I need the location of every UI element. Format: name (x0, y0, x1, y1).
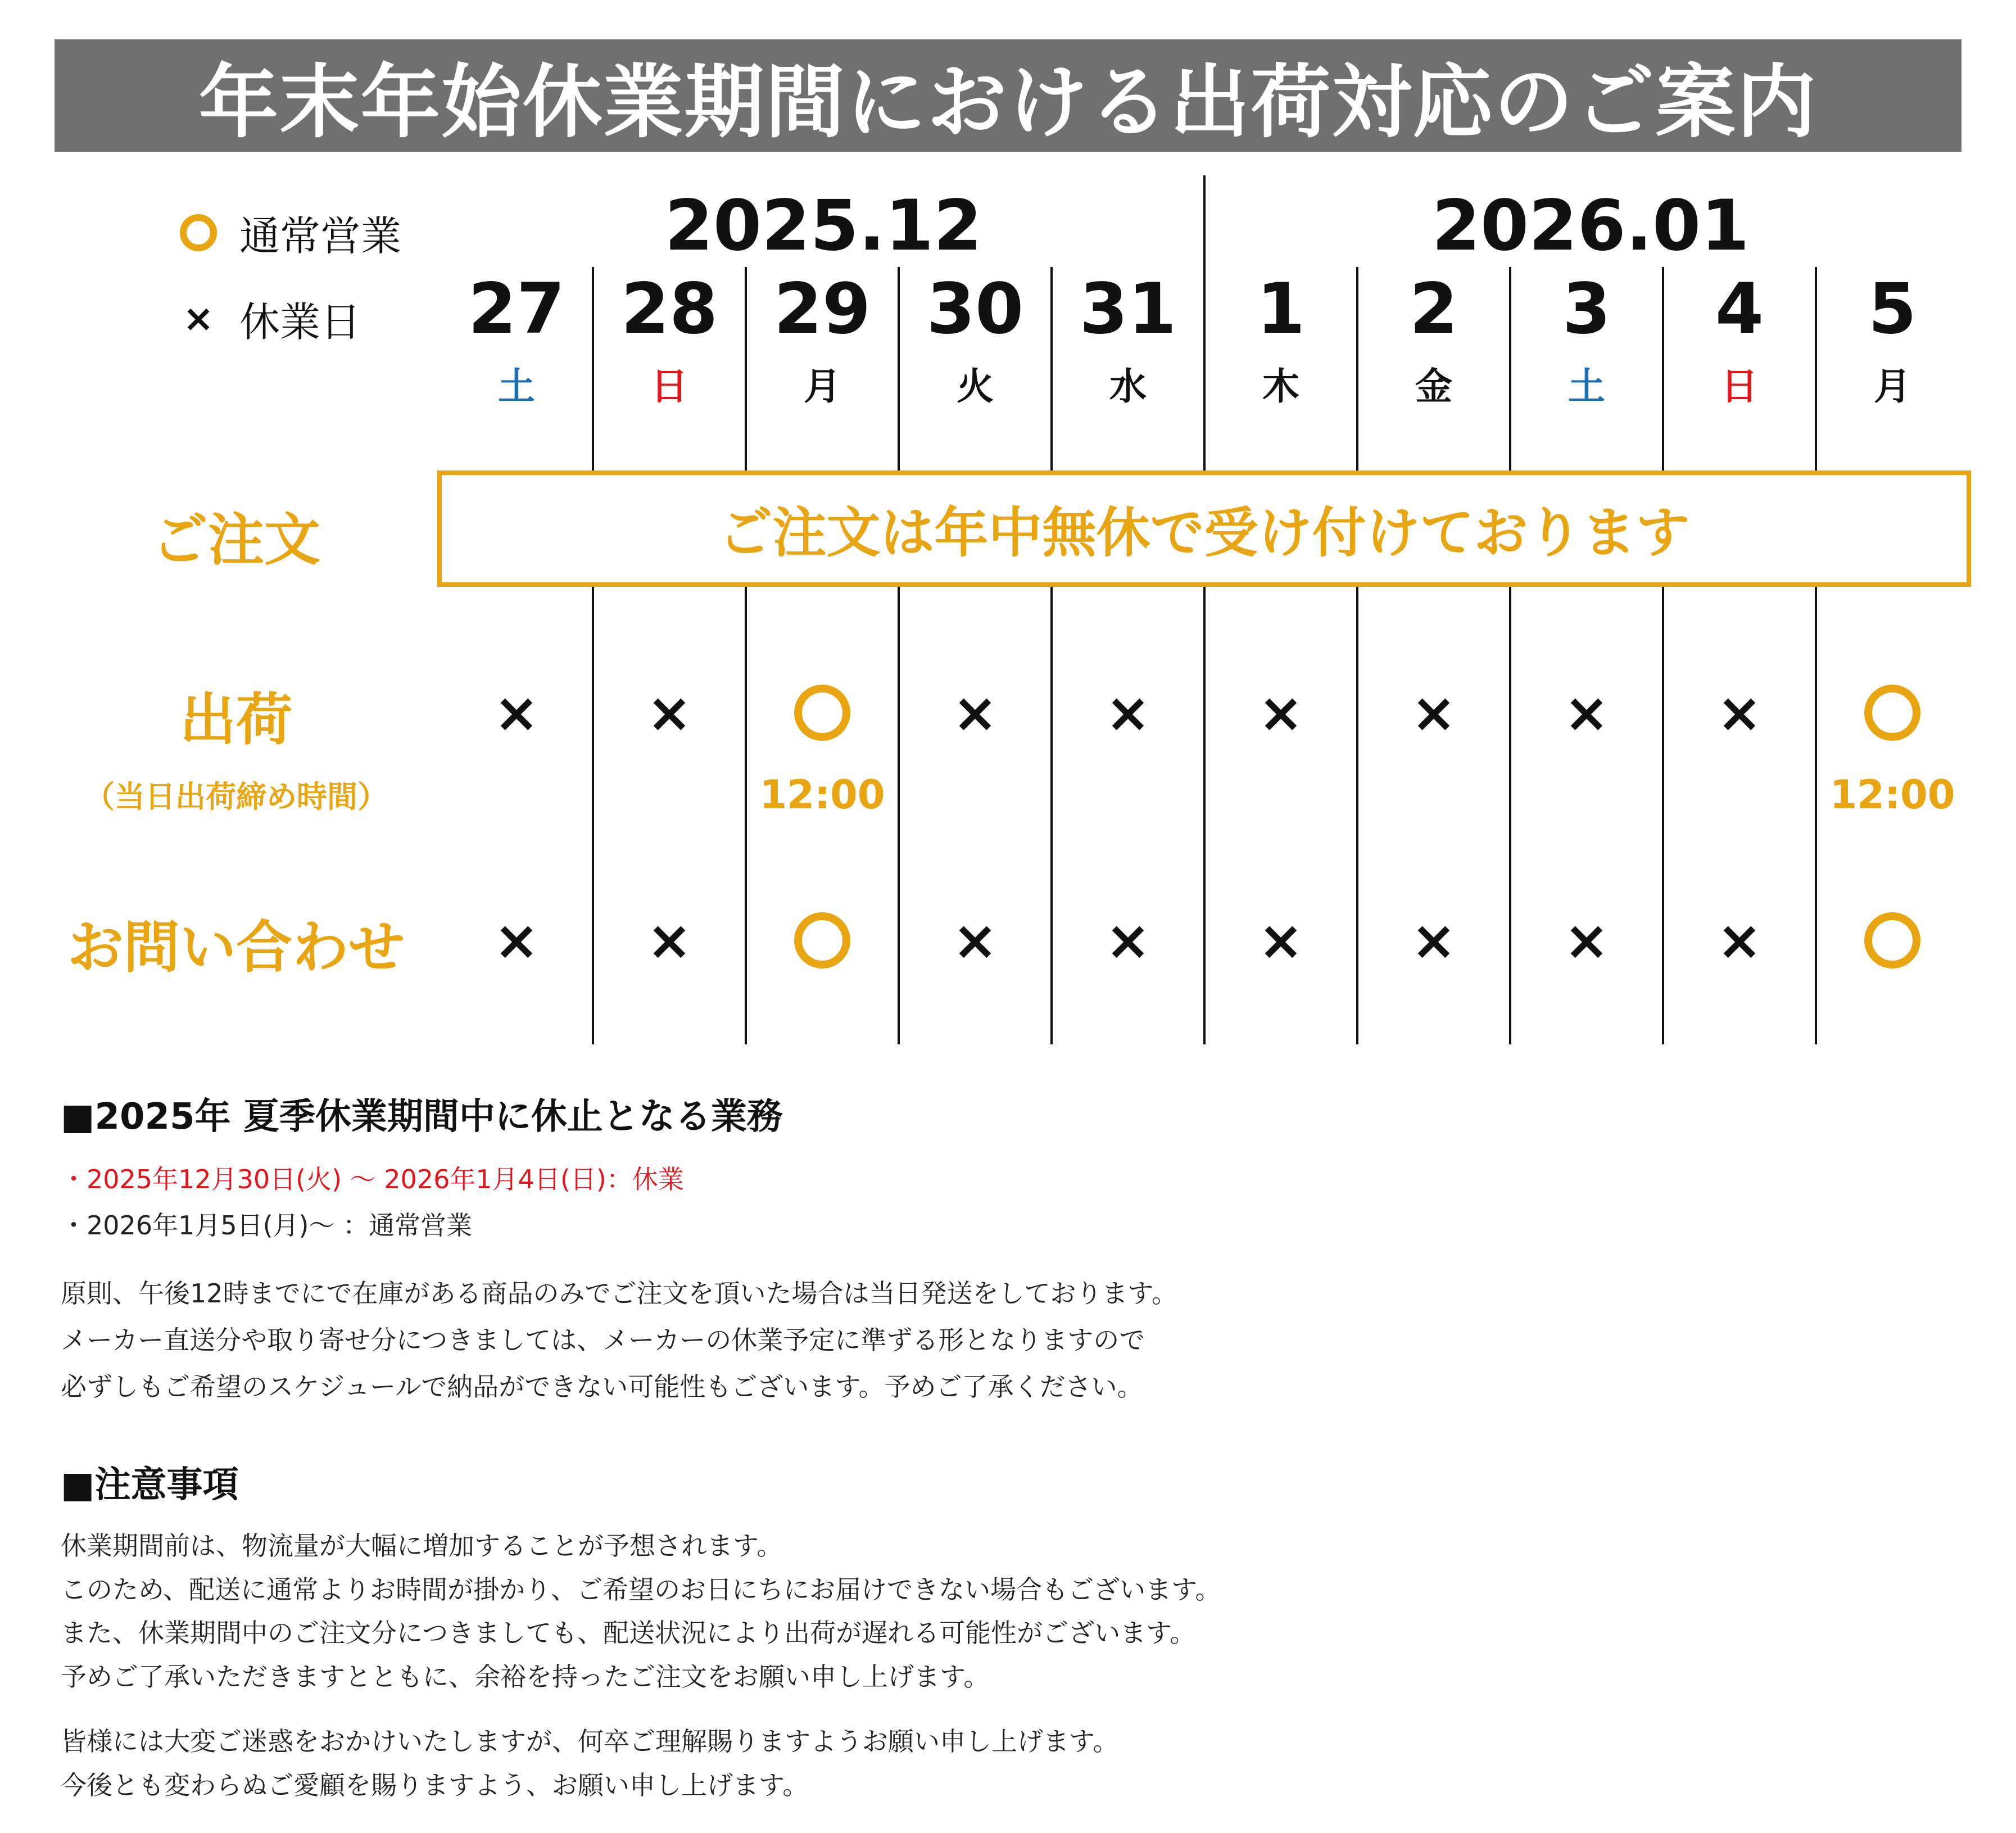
cross-icon: × (952, 909, 998, 972)
title-bar (55, 39, 1961, 152)
cross-icon: × (1716, 681, 1763, 744)
column-divider (1050, 587, 1053, 1044)
weekday: 金 (1415, 365, 1452, 408)
weekday: 月 (804, 365, 841, 408)
cutoff-time: 12:00 (1829, 772, 1955, 818)
cross-icon: × (1258, 909, 1304, 972)
ship-sublabel: （当日出荷締め時間） (84, 779, 388, 814)
ship-mark (1510, 682, 1663, 744)
cross-icon: × (646, 909, 692, 972)
section1-heading: ■2025年 夏季休業期間中に休止となる業務 (61, 1096, 783, 1138)
inquiry-mark (1052, 909, 1204, 971)
circle-icon (794, 912, 850, 968)
inquiry-mark (1510, 909, 1663, 971)
column-divider (592, 587, 594, 1044)
day-number: 4 (1715, 269, 1764, 350)
column-divider (1356, 587, 1358, 1044)
section2-para1-line: 予めご了承いただきますとともに、余裕を持ったご注文をお願い申し上げます。 (61, 1662, 990, 1692)
column-divider (745, 587, 747, 1044)
column-divider (898, 267, 900, 470)
weekday: 日 (1721, 365, 1758, 408)
cross-icon: × (1105, 909, 1151, 972)
day-number: 31 (1079, 269, 1177, 350)
cross-icon: × (1564, 681, 1610, 744)
column-divider (1509, 587, 1511, 1044)
ship-mark (440, 682, 593, 744)
column-divider (1356, 267, 1358, 470)
circle-icon (180, 214, 217, 251)
inquiry-mark (593, 909, 746, 971)
inquiry-mark (1663, 909, 1816, 971)
inquiry-mark (1816, 909, 1969, 971)
inquiry-label: お問い合わせ (67, 915, 405, 980)
legend-open (180, 203, 401, 262)
section2-para2-line: 皆様には大変ご迷惑をおかけいたしますが、何卒ご理解賜りますようお願い申し上げます。 (61, 1726, 1119, 1757)
ship-label: 出荷 (180, 687, 292, 753)
weekday: 土 (1568, 365, 1605, 408)
day-number: 29 (773, 269, 871, 350)
column-divider (1662, 587, 1664, 1044)
day-number: 27 (468, 269, 565, 350)
section2-para2-line: 今後とも変わらぬご愛顧を賜りますよう、お願い申し上げます。 (61, 1770, 809, 1800)
ship-mark (746, 682, 899, 744)
column-divider (592, 267, 594, 470)
weekday: 水 (1109, 365, 1147, 408)
section2-heading: ■注意事項 (61, 1464, 239, 1506)
inquiry-mark (746, 909, 899, 971)
ship-mark (899, 682, 1052, 744)
cross-icon: × (493, 681, 540, 744)
legend-open-label: 通常営業 (239, 212, 402, 260)
weekday: 木 (1262, 365, 1299, 408)
section1-line-closed: ・2025年12月30日(火) 〜 2026年1月4日(日)：休業 (61, 1164, 684, 1194)
cross-icon: × (493, 909, 540, 972)
ship-mark (1204, 682, 1357, 744)
order-banner (437, 470, 1971, 587)
section2-para1-line: また、休業期間中のご注文分につきましても、配送状況により出荷が遅れる可能性がございます。 (61, 1618, 1196, 1648)
ship-mark (1816, 682, 1969, 744)
cross-icon: × (183, 297, 214, 340)
day-number: 30 (926, 269, 1024, 350)
day-number: 5 (1868, 269, 1917, 350)
section1-line-open: ・2026年1月5日(月)〜 ：通常営業 (61, 1210, 473, 1241)
circle-icon (1864, 685, 1920, 741)
section1-para-line: 必ずしもご希望のスケジュールで納品ができない可能性もございます。予めご了承ください。 (61, 1372, 1143, 1402)
weekday: 火 (957, 365, 994, 408)
day-number: 3 (1562, 269, 1611, 350)
inquiry-mark (899, 909, 1052, 971)
column-divider (1815, 587, 1817, 1044)
column-divider (1203, 175, 1206, 470)
order-label: ご注文 (152, 507, 320, 573)
column-divider (1815, 267, 1817, 470)
cross-icon: × (1716, 909, 1763, 972)
column-divider (1203, 587, 1206, 1044)
cross-icon: × (1411, 681, 1457, 744)
column-divider (1050, 267, 1053, 470)
inquiry-mark (1357, 909, 1510, 971)
section1-para-line: メーカー直送分や取り寄せ分につきましては、メーカーの休業予定に準ずる形となりますので (61, 1325, 1145, 1355)
day-number: 2 (1409, 269, 1458, 350)
cutoff-time: 12:00 (759, 772, 885, 818)
cross-icon: × (952, 681, 998, 744)
weekday: 月 (1874, 365, 1911, 408)
weekday: 土 (498, 365, 535, 408)
inquiry-mark (440, 909, 593, 971)
month-header-dec: 2025.12 (664, 185, 982, 266)
section2-para1-line: このため、配送に通常よりお時間が掛かり、ご希望のお日にちにお届けできない場合もございます。 (61, 1574, 1221, 1605)
legend-closed-label: 休業日 (239, 298, 361, 346)
weekday: 日 (651, 365, 688, 408)
cross-icon: × (646, 681, 692, 744)
legend-closed (180, 289, 361, 348)
column-divider (1509, 267, 1511, 470)
ship-mark (593, 682, 746, 744)
section2-para1-line: 休業期間前は、物流量が大幅に増加することが予想されます。 (61, 1531, 783, 1561)
cross-icon: × (1411, 909, 1457, 972)
column-divider (1662, 267, 1664, 470)
day-number: 28 (620, 269, 718, 350)
column-divider (745, 267, 747, 470)
circle-icon (794, 685, 850, 741)
column-divider (898, 587, 900, 1044)
ship-mark (1052, 682, 1204, 744)
month-header-jan: 2026.01 (1431, 185, 1750, 266)
circle-icon (1864, 912, 1920, 968)
order-banner-text: ご注文は年中無休で受け付けております (718, 501, 1690, 564)
day-number: 1 (1256, 269, 1306, 350)
cross-icon: × (1105, 681, 1151, 744)
cross-icon: × (1564, 909, 1610, 972)
cross-icon: × (1258, 681, 1304, 744)
section1-para-line: 原則、午後12時までにで在庫がある商品のみでご注文を頂いた場合は当日発送をしております。 (61, 1278, 1177, 1309)
inquiry-mark (1204, 909, 1357, 971)
ship-mark (1663, 682, 1816, 744)
page-title: 年末年始休業期間における出荷対応のご案内 (198, 56, 1818, 149)
ship-mark (1357, 682, 1510, 744)
